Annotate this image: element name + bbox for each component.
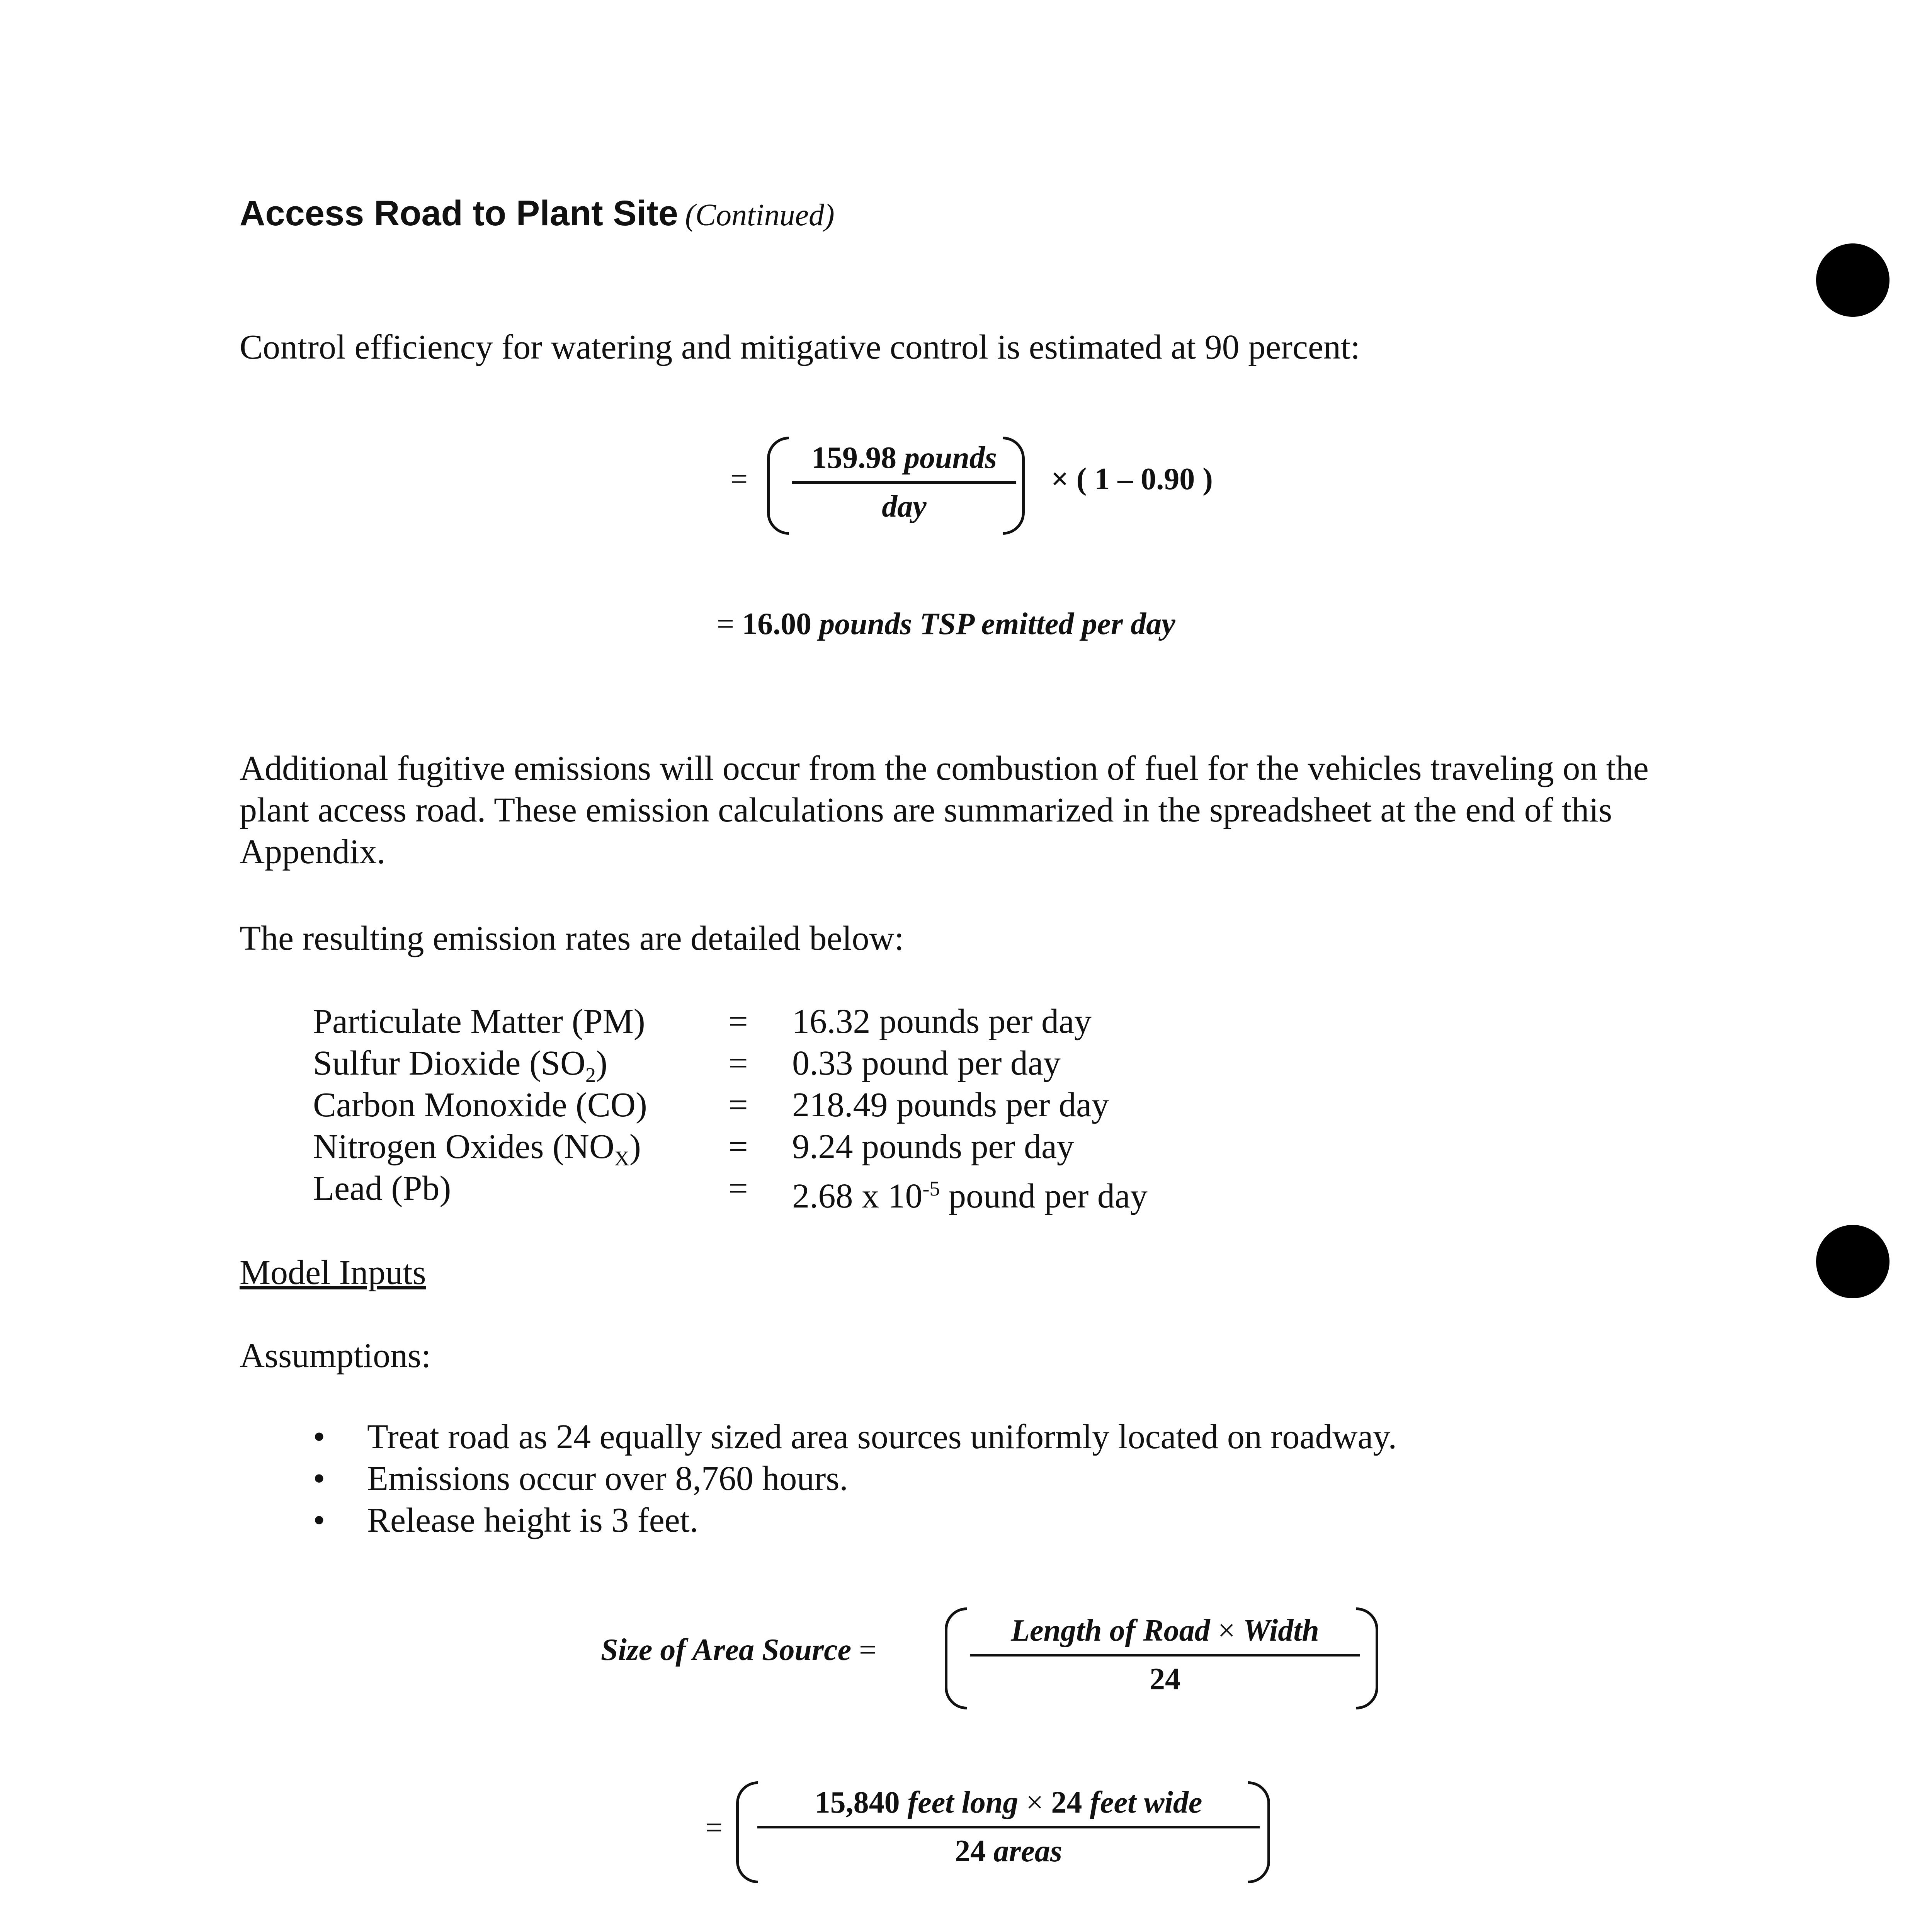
eq3-num-b: Width — [1243, 1614, 1319, 1648]
rate-equals: = — [728, 1002, 748, 1041]
heading-continued: (Continued) — [685, 198, 835, 232]
emission-rates-intro — [240, 918, 1708, 959]
model-inputs-text: Model Inputs — [240, 1253, 426, 1292]
rate-row — [313, 1168, 1240, 1215]
rate-name: Sulfur Dioxide $(SO_2)$ — [313, 1044, 607, 1087]
eq3-num-a: Length of Road — [1011, 1614, 1210, 1648]
eq3-lhs: Size of Area Source = — [601, 1633, 877, 1667]
assumptions-heading — [240, 1335, 1708, 1377]
rate-value: 2.68 x $10^{-5}$ pound per day — [792, 1177, 1148, 1215]
rate-row — [313, 1084, 1240, 1126]
eq2-unit: pounds TSP emitted per day — [819, 607, 1175, 641]
eq3-fraction: Length of Road × Width 24 — [970, 1613, 1360, 1697]
eq2-value: 16.00 — [742, 607, 812, 641]
bullet-icon: • — [313, 1459, 325, 1498]
eq1-multiplier: × ( 1 – 0.90 ) — [1051, 462, 1213, 496]
rate-name: Particulate Matter (PM) — [313, 1002, 645, 1041]
eq4-left-paren — [736, 1781, 758, 1883]
hole-punch-middle — [1816, 1225, 1889, 1298]
rate-name: Lead (Pb) — [313, 1169, 451, 1208]
eq3-left-paren — [945, 1607, 967, 1709]
eq4-fraction: 15,840 feet long × 24 feet wide 24 areas — [757, 1785, 1260, 1869]
eq4-right-paren — [1248, 1781, 1270, 1883]
assumptions-text: Assumptions: — [240, 1337, 431, 1375]
model-inputs-heading — [240, 1252, 1708, 1294]
list-item-text: Emissions occur over 8,760 hours. — [367, 1459, 848, 1498]
control-efficiency-text: Control efficiency for watering and mitigative control is estimated at 90 percent: — [240, 328, 1360, 366]
eq1-left-paren — [767, 437, 789, 535]
rate-value: 218.49 pounds per day — [792, 1086, 1109, 1124]
rate-equals: = — [728, 1128, 748, 1166]
hole-punch-top — [1816, 243, 1889, 317]
rate-row — [313, 1001, 1240, 1043]
control-efficiency-paragraph — [240, 327, 1708, 368]
rate-name: Carbon Monoxide (CO) — [313, 1086, 647, 1124]
eq1-numerator-unit: pounds — [904, 441, 997, 475]
rate-equals: = — [728, 1086, 748, 1124]
eq3-right-paren — [1356, 1607, 1378, 1709]
rate-value: 0.33 pound per day — [792, 1044, 1061, 1082]
rate-row — [313, 1043, 1240, 1087]
rate-equals: = — [728, 1169, 748, 1208]
list-item-text: Release height is 3 feet. — [367, 1501, 699, 1539]
eq1-numerator: 159.98 — [811, 441, 896, 475]
eq1-equals: = — [730, 462, 748, 496]
eq4-equals: = — [705, 1811, 723, 1845]
rate-equals: = — [728, 1044, 748, 1082]
heading-title: Access Road to Plant Site — [240, 194, 678, 233]
bullet-icon: • — [313, 1418, 325, 1456]
eq3-denominator: 24 — [1150, 1662, 1180, 1696]
eq2-equals: = — [717, 607, 735, 641]
eq1-denominator: day — [882, 490, 927, 524]
list-item-text: Treat road as 24 equally sized area sources uniformly located on roadway. — [367, 1418, 1397, 1456]
eq1-right-paren — [1003, 437, 1025, 535]
eq1-fraction — [792, 440, 1016, 524]
fugitive-emissions-text: Additional fugitive emissions will occur from the combustion of fuel for the vehicles traveling on the plant access road. These emission calculations are summarized in the spreadsheet at the end of this Appendix. — [240, 749, 1649, 871]
rate-value: 16.32 pounds per day — [792, 1002, 1092, 1041]
rate-row — [313, 1126, 1240, 1168]
bullet-icon: • — [313, 1501, 325, 1539]
rate-value: 9.24 pounds per day — [792, 1128, 1074, 1166]
equation-tsp-result — [717, 607, 1175, 642]
page-heading — [240, 193, 835, 234]
rate-name: Nitrogen Oxides $(NO_X)$ — [313, 1128, 641, 1170]
emission-rates-list — [313, 1001, 1240, 1215]
fugitive-emissions-paragraph — [240, 748, 1708, 873]
emission-rates-intro-text: The resulting emission rates are detailed below: — [240, 919, 904, 957]
